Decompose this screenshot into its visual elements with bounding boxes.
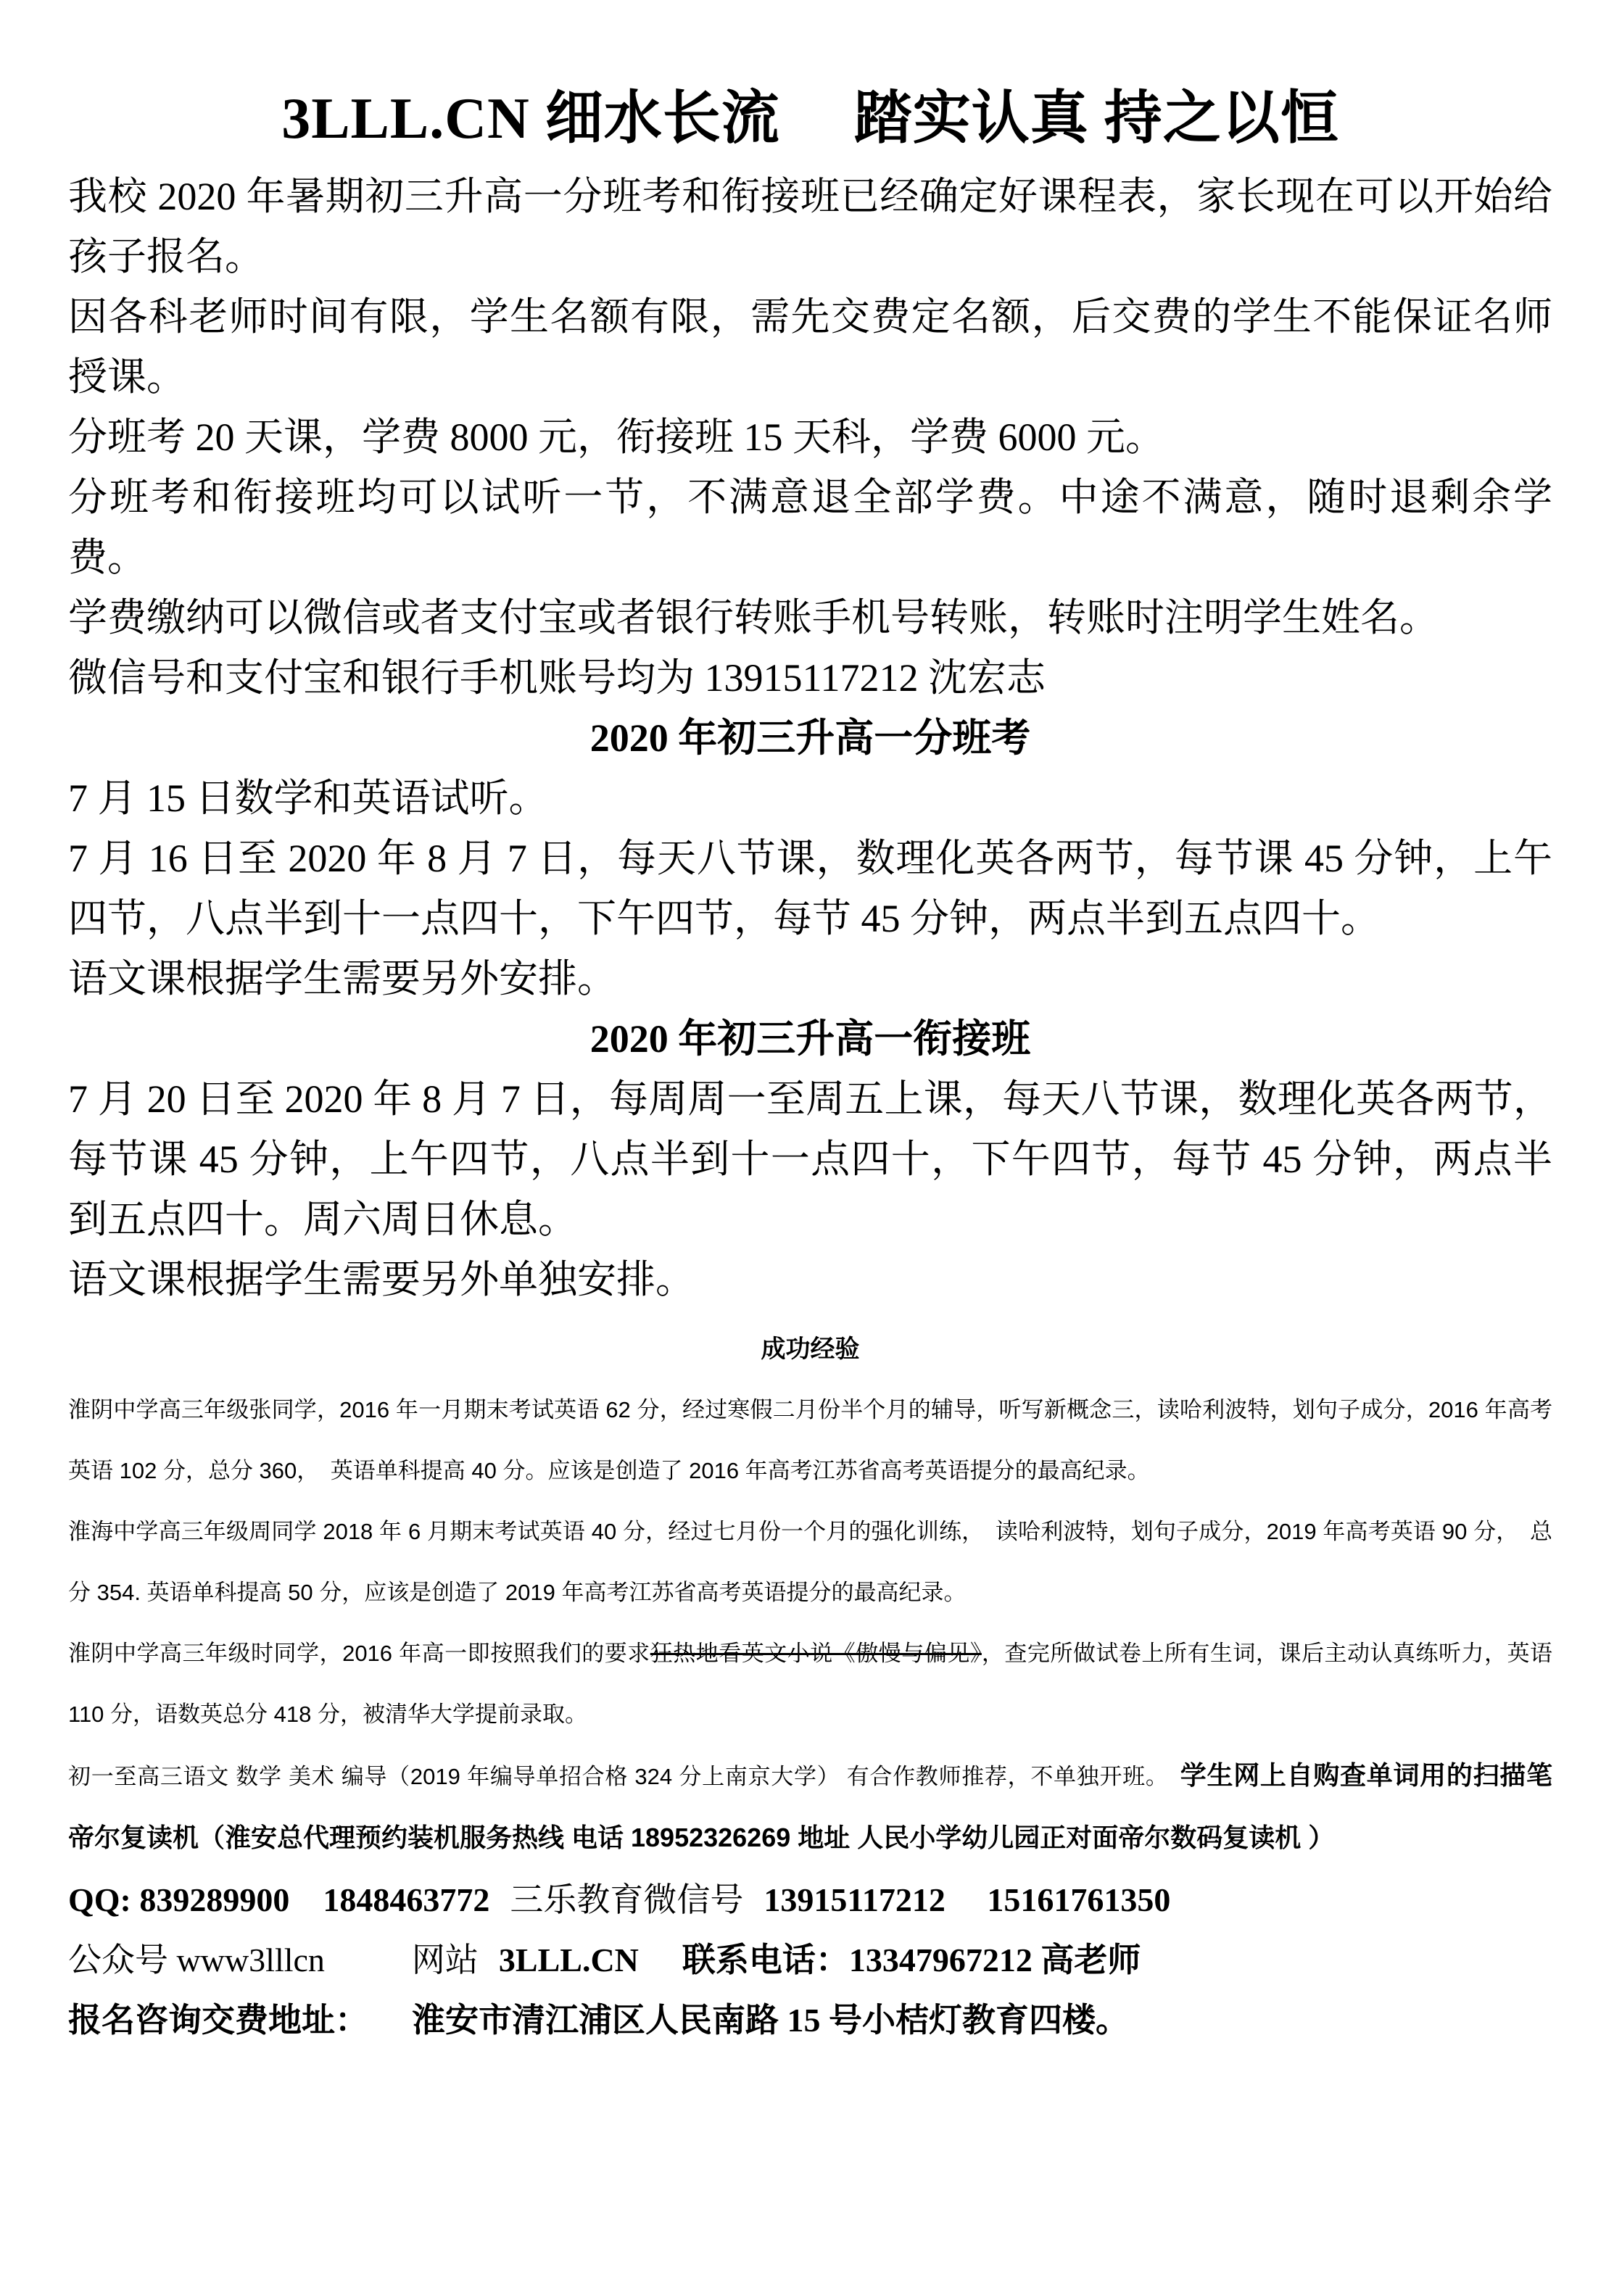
success-story-shi	[68, 1623, 1552, 1745]
notice-paragraph-refund: 分班考和衔接班均可以试听一节，不满意退全部学费。中途不满意，随时退剩余学费。	[68, 475, 1552, 579]
section-heading-xianjieban: 2020 年初三升高一衔接班	[589, 1016, 1031, 1061]
official-account: 公众号 www3lllcn	[68, 1941, 325, 1978]
scanner-pen-notice: 学生网上自购查单词用的扫描笔 帝尔复读机（淮安总代理预约装机服务热线 电话 18952326269 地址 人民小学幼儿园正对面帝尔数码复读机 ）	[68, 1760, 1552, 1852]
xianjieban-schedule: 7 月 20 日至 2020 年 8 月 7 日，每周周一至周五上课，每天八节课，数理化英各两节，每节课 45 分钟，上午四节，八点半到十一点四十，下午四节，每节 45 分钟，两点半到五点四十。周六周日休息。	[68, 1077, 1552, 1241]
fenbankao-schedule: 7 月 16 日至 2020 年 8 月 7 日，每天八节课，数理化英各两节，每节课 45 分钟，上午四节，八点半到十一点四十，下午四节，每节 45 分钟，两点半到五点四十。	[68, 836, 1552, 940]
contact-phone: 联系电话：13347967212 高老师	[682, 1941, 1141, 1978]
qq-numbers: QQ: 839289900 1848463772	[68, 1881, 490, 1918]
struck-text: 狂热地看英文小说《傲慢与偏见》	[650, 1640, 982, 1666]
fenbankao-trial-date: 7 月 15 日数学和英语试听。	[68, 776, 548, 820]
address-label: 报名咨询交费地址：	[68, 2001, 368, 2039]
notice-paragraph-tuition: 分班考 20 天课，学费 8000 元，衔接班 15 天科，学费 6000 元。	[68, 415, 1164, 459]
address-value: 淮安市清江浦区人民南路 15 号小桔灯教育四楼。	[412, 2001, 1129, 2039]
contact-web-line	[68, 1930, 1552, 1990]
success-heading: 成功经验	[761, 1335, 860, 1363]
fenbankao-chinese-note: 语文课根据学生需要另外安排。	[68, 956, 616, 1000]
notice-paragraph-account: 微信号和支付宝和银行手机账号均为 13915117212 沈宏志	[68, 655, 1046, 700]
courses-list: 初一至高三语文 数学 美术 编导（2019 年编导单招合格 324 分上南京大学） 有合作教师推荐，不单独开班。	[68, 1763, 1180, 1789]
xianjieban-chinese-note: 语文课根据学生需要另外单独安排。	[68, 1257, 695, 1301]
success-story-zhang: 淮阴中学高三年级张同学，2016 年一月期末考试英语 62 分，经过寒假二月份半个月的辅导，听写新概念三，读哈利波特，划句子成分，2016 年高考英语 102 分，总分 360， 英语单科提高 40 分。应该是创造了 2016 年高考江苏省高考英语提分的最高纪录。	[68, 1396, 1552, 1483]
website-label: 网站	[411, 1941, 479, 1978]
wechat-numbers: 13915117212 15161761350	[764, 1881, 1171, 1918]
notice-paragraph-enrollment: 我校 2020 年暑期初三升高一分班考和衔接班已经确定好课程表，家长现在可以开始给孩子报名。	[68, 174, 1552, 278]
section-heading-fenbankao: 2020 年初三升高一分班考	[589, 716, 1031, 760]
document-title: 3LLL.CN 细水长流 踏实认真 持之以恒	[281, 87, 1339, 151]
notice-paragraph-quota: 因各科老师时间有限，学生名额有限，需先交费定名额，后交费的学生不能保证名师授课。	[68, 294, 1552, 399]
wechat-label: 三乐教育微信号	[510, 1881, 744, 1918]
website-url: 3LLL.CN	[498, 1941, 639, 1978]
contact-address-line	[68, 1990, 1552, 2050]
success-story-zhou: 淮海中学高三年级周同学 2018 年 6 月期末考试英语 40 分，经过七月份一个月的强化训练， 读哈利波特，划句子成分，2019 年高考英语 90 分， 总分 354. 英语单科提高 50 分，应该是创造了 2019 年高考江苏省高考英语提分的最高纪录。	[68, 1518, 1552, 1605]
contact-qq-line	[68, 1870, 1552, 1930]
success-story-shi-pre: 淮阴中学高三年级时同学，2016 年高一即按照我们的要求	[68, 1640, 650, 1666]
success-story-shi-post: ，查完所做试卷上所有生词，课后主动认真练听力，英语 110 分，语数英总分 418 分，被清华大学提前录取。	[68, 1640, 1553, 1727]
other-courses-paragraph	[68, 1745, 1552, 1870]
notice-paragraph-payment: 学费缴纳可以微信或者支付宝或者银行转账手机号转账，转账时注明学生姓名。	[68, 595, 1439, 639]
